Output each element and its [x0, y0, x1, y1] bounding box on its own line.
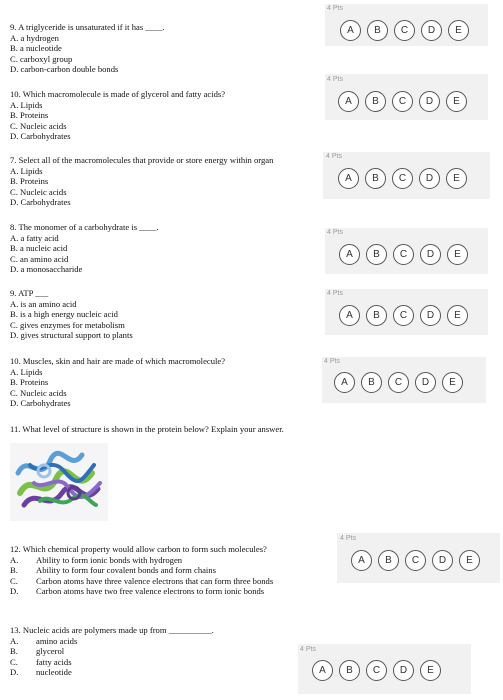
option: D. Carbon atoms have two free valence electrons to form ionic bonds	[10, 586, 265, 597]
bubble-d[interactable]: D	[420, 305, 441, 326]
option: C. Nucleic acids	[10, 186, 67, 197]
option: B. Proteins	[10, 176, 49, 187]
option: C. gives enzymes for metabolism	[10, 319, 125, 330]
option: B. Proteins	[10, 377, 49, 388]
option: D. gives structural support to plants	[10, 330, 133, 341]
bubble-e[interactable]: E	[420, 660, 441, 681]
bubble-e[interactable]: E	[446, 168, 467, 189]
question-block	[10, 356, 225, 409]
bubble-d[interactable]: D	[419, 91, 440, 112]
bubble-e[interactable]: E	[448, 20, 469, 41]
points-label: 4 Pts	[327, 229, 343, 236]
answer-bubbles	[312, 660, 441, 681]
bubble-e[interactable]: E	[447, 244, 468, 265]
bubble-c[interactable]: C	[405, 550, 426, 571]
option: C. Nucleic acids	[10, 387, 67, 398]
question-block	[10, 22, 165, 75]
option: B. a nucleotide	[10, 43, 62, 54]
option: C. Nucleic acids	[10, 120, 67, 131]
option: A. a fatty acid	[10, 232, 59, 243]
answer-bubbles	[338, 91, 467, 112]
bubble-c[interactable]: C	[393, 244, 414, 265]
option: C. carboxyl group	[10, 53, 73, 64]
bubble-b[interactable]: B	[378, 550, 399, 571]
answer-bubbles	[338, 168, 467, 189]
answer-bubbles	[334, 372, 463, 393]
bubble-b[interactable]: B	[365, 91, 386, 112]
bubble-d[interactable]: D	[419, 168, 440, 189]
bubble-e[interactable]: E	[446, 91, 467, 112]
answer-bubbles	[339, 244, 468, 265]
bubble-d[interactable]: D	[420, 244, 441, 265]
option: A. amino acids	[10, 635, 78, 646]
option: B. a nucleic acid	[10, 243, 68, 254]
option: A. Lipids	[10, 99, 43, 110]
bubble-a[interactable]: A	[334, 372, 355, 393]
option: A. a hydrogen	[10, 32, 59, 43]
bubble-a[interactable]: A	[340, 20, 361, 41]
bubble-c[interactable]: C	[392, 91, 413, 112]
points-label: 4 Pts	[327, 5, 343, 12]
bubble-b[interactable]: B	[366, 244, 387, 265]
option: B. Ability to form four covalent bonds and form chains	[10, 565, 216, 576]
option: D. Carbohydrates	[10, 131, 71, 142]
bubble-a[interactable]: A	[338, 168, 359, 189]
option: B. is a high energy nucleic acid	[10, 309, 118, 320]
question-title: 9. A triglyceride is unsaturated if it has ____.	[10, 22, 165, 32]
protein-structure-image	[10, 443, 108, 521]
bubble-e[interactable]: E	[442, 372, 463, 393]
option: D. a monosaccharide	[10, 264, 83, 275]
bubble-d[interactable]: D	[415, 372, 436, 393]
answer-bubbles	[339, 305, 468, 326]
bubble-a[interactable]: A	[338, 91, 359, 112]
question-title: 10. Which macromolecule is made of glycerol and fatty acids?	[10, 89, 226, 99]
points-label: 4 Pts	[300, 646, 316, 653]
bubble-a[interactable]: A	[339, 305, 360, 326]
question-title: 10. Muscles, skin and hair are made of which macromolecule?	[10, 356, 226, 366]
points-label: 4 Pts	[340, 535, 356, 542]
question-title: 13. Nucleic acids are polymers made up from __________.	[10, 625, 214, 635]
bubble-b[interactable]: B	[366, 305, 387, 326]
option: C. fatty acids	[10, 656, 72, 667]
bubble-c[interactable]: C	[393, 305, 414, 326]
question-title: 9. ATP ___	[10, 288, 49, 298]
question-block	[10, 288, 133, 341]
question-title: 12. Which chemical property would allow carbon to form such molecules?	[10, 544, 267, 554]
option: A. Lipids	[10, 165, 43, 176]
question-title: 8. The monomer of a carbohydrate is ____.	[10, 222, 159, 232]
bubble-a[interactable]: A	[351, 550, 372, 571]
bubble-a[interactable]: A	[339, 244, 360, 265]
points-label: 4 Pts	[324, 358, 340, 365]
bubble-b[interactable]: B	[339, 660, 360, 681]
bubble-b[interactable]: B	[365, 168, 386, 189]
points-label: 4 Pts	[326, 153, 342, 160]
option: D. Carbohydrates	[10, 398, 71, 409]
bubble-c[interactable]: C	[394, 20, 415, 41]
option: A. Ability to form ionic bonds with hydrogen	[10, 554, 183, 565]
option: D. Carbohydrates	[10, 197, 71, 208]
option: C. an amino acid	[10, 253, 69, 264]
bubble-d[interactable]: D	[432, 550, 453, 571]
question-block	[10, 424, 284, 435]
bubble-d[interactable]: D	[421, 20, 442, 41]
bubble-d[interactable]: D	[393, 660, 414, 681]
answer-bubbles	[351, 550, 480, 571]
bubble-b[interactable]: B	[361, 372, 382, 393]
option: D. nucleotide	[10, 667, 72, 678]
protein-ribbon-icon	[10, 443, 108, 521]
bubble-a[interactable]: A	[312, 660, 333, 681]
option: A. Lipids	[10, 366, 43, 377]
question-block	[10, 625, 214, 678]
option: C. Carbon atoms have three valence electrons that can form three bonds	[10, 575, 274, 586]
option: B. Proteins	[10, 110, 49, 121]
question-block	[10, 89, 225, 142]
question-block	[10, 544, 273, 597]
question-title: 11. What level of structure is shown in the protein below? Explain your answer.	[10, 424, 284, 434]
option: A. is an amino acid	[10, 298, 77, 309]
bubble-b[interactable]: B	[367, 20, 388, 41]
option: D. carbon-carbon double bonds	[10, 64, 119, 75]
question-block	[10, 155, 273, 208]
bubble-e[interactable]: E	[447, 305, 468, 326]
bubble-c[interactable]: C	[388, 372, 409, 393]
bubble-c[interactable]: C	[392, 168, 413, 189]
bubble-c[interactable]: C	[366, 660, 387, 681]
bubble-e[interactable]: E	[459, 550, 480, 571]
option: B. glycerol	[10, 646, 65, 657]
question-block	[10, 222, 159, 275]
question-title: 7. Select all of the macromolecules that provide or store energy within organ	[10, 155, 274, 165]
answer-bubbles	[340, 20, 469, 41]
points-label: 4 Pts	[327, 290, 343, 297]
points-label: 4 Pts	[327, 76, 343, 83]
